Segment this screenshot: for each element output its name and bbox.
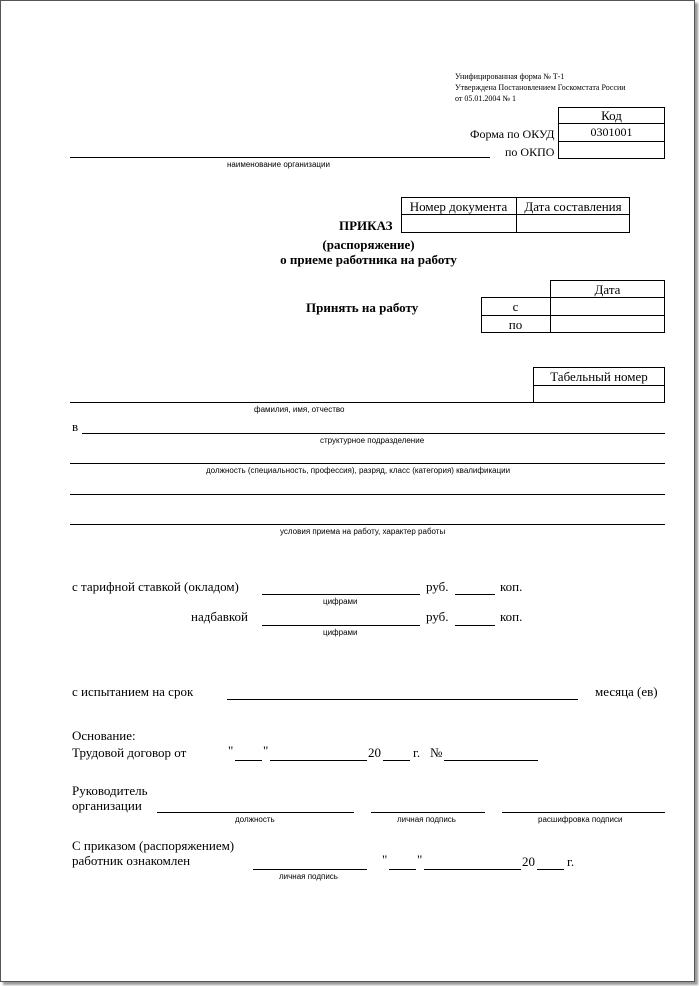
hire-label: Принять на работу <box>306 300 419 315</box>
hire-date-header: Дата <box>594 282 621 297</box>
bonus-rub-label: руб. <box>426 609 449 624</box>
ack-year-prefix: 20 <box>522 854 535 869</box>
conditions-line-1[interactable] <box>70 494 665 495</box>
organization-hint: наименование организации <box>227 160 330 169</box>
conditions-line-2[interactable] <box>70 524 665 525</box>
in-label: в <box>72 419 79 434</box>
form-line-3: от 05.01.2004 № 1 <box>455 94 517 103</box>
kod-header: Код <box>601 108 622 123</box>
ack-quote-open: " <box>382 852 388 867</box>
head-label-line1: Руководитель <box>72 783 148 798</box>
probation-months-label: месяца (ев) <box>595 684 658 699</box>
tariff-kop-field[interactable] <box>455 594 495 595</box>
probation-label: с испытанием на срок <box>72 684 194 699</box>
okud-value: 0301001 <box>590 125 633 139</box>
doc-date-header: Дата составления <box>524 199 622 214</box>
head-signature-hint: личная подпись <box>397 815 456 824</box>
bonus-kop-label: коп. <box>500 609 523 624</box>
conditions-hint: условия приема на работу, характер работы <box>280 527 446 536</box>
head-decoding-field[interactable] <box>502 812 665 813</box>
ack-signature-hint: личная подпись <box>279 872 338 881</box>
title-rasporyazhenie: (распоряжение) <box>322 237 415 252</box>
ack-signature-field[interactable] <box>253 869 367 870</box>
contract-year-field[interactable] <box>383 760 410 761</box>
doc-number-header: Номер документа <box>409 199 508 214</box>
okpo-label: по ОКПО <box>505 145 555 159</box>
bonus-label: надбавкой <box>191 609 248 624</box>
hire-from-label: с <box>512 299 519 314</box>
probation-field[interactable] <box>227 699 578 700</box>
position-line[interactable] <box>70 463 665 464</box>
contract-quote-open: " <box>228 743 234 758</box>
contract-label: Трудовой договор от <box>72 745 187 760</box>
fio-hint: фамилия, имя, отчество <box>254 405 345 414</box>
fio-line[interactable] <box>70 402 533 403</box>
contract-number-sign: № <box>430 745 443 760</box>
bonus-digits-hint: цифрами <box>323 628 358 637</box>
title-subject: о приеме работника на работу <box>280 252 457 267</box>
bonus-rub-field[interactable] <box>262 625 420 626</box>
ack-month-field[interactable] <box>424 869 521 870</box>
tariff-kop-label: коп. <box>500 579 523 594</box>
contract-month-field[interactable] <box>270 760 367 761</box>
contract-number-field[interactable] <box>444 760 538 761</box>
contract-year-prefix: 20 <box>368 745 381 760</box>
basis-label: Основание: <box>72 728 136 743</box>
okud-label: Форма по ОКУД <box>470 127 555 141</box>
organization-line[interactable] <box>70 157 490 158</box>
ack-year-field[interactable] <box>537 869 564 870</box>
tariff-rub-label: руб. <box>426 579 449 594</box>
department-line[interactable] <box>82 433 665 434</box>
ack-quote-close: " <box>417 852 423 867</box>
tariff-label: с тарифной ставкой (окладом) <box>72 579 239 594</box>
tariff-rub-field[interactable] <box>262 594 420 595</box>
head-position-field[interactable] <box>157 812 354 813</box>
contract-day-field[interactable] <box>235 760 262 761</box>
head-label-line2: организации <box>72 798 142 813</box>
department-hint: структурное подразделение <box>320 436 425 445</box>
head-position-hint: должность <box>235 815 275 824</box>
position-hint: должность (специальность, профессия), разряд, класс (категория) квалификации <box>206 466 511 475</box>
tariff-digits-hint: цифрами <box>323 597 358 606</box>
form-line-1: Унифицированная форма № Т-1 <box>455 72 565 81</box>
ack-label-line2: работник ознакомлен <box>72 853 191 868</box>
head-decoding-hint: расшифровка подписи <box>538 815 623 824</box>
ack-year-suffix: г. <box>567 854 575 869</box>
head-signature-field[interactable] <box>371 812 485 813</box>
form-line-2: Утверждена Постановлением Госкомстата России <box>455 83 626 92</box>
contract-quote-close: " <box>263 743 269 758</box>
tab-number-header: Табельный номер <box>550 369 648 384</box>
ack-day-field[interactable] <box>389 869 416 870</box>
bonus-kop-field[interactable] <box>455 625 495 626</box>
ack-label-line1: С приказом (распоряжением) <box>72 838 235 853</box>
contract-year-suffix: г. <box>413 745 421 760</box>
hire-to-label: по <box>508 317 523 332</box>
title-prikaz: ПРИКАЗ <box>339 218 393 233</box>
